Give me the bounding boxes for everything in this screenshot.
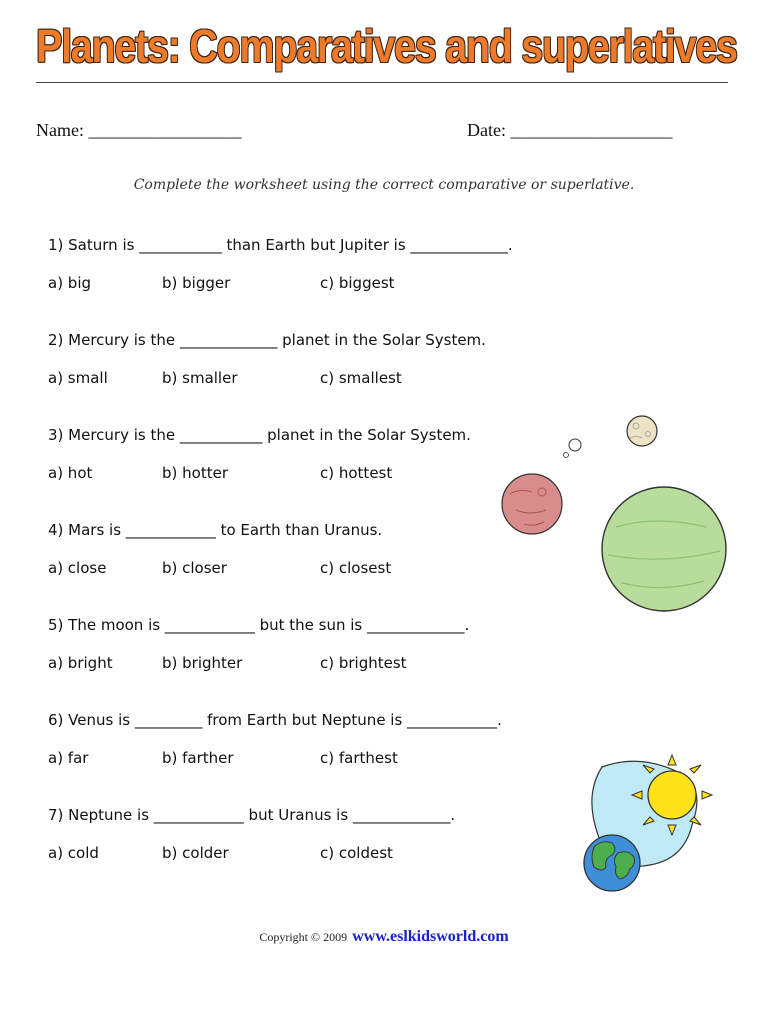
title-divider [36,82,728,83]
choice-6b[interactable]: b) farther [162,749,234,767]
choices-4 [48,559,468,579]
website-link[interactable]: www.eslkidsworld.com [352,928,509,945]
name-field[interactable]: Name: _________________ [36,120,242,140]
choice-3a[interactable]: a) hot [48,464,93,482]
copyright-text: Copyright © 2009 [259,930,348,944]
choice-7b[interactable]: b) colder [162,844,229,862]
choice-1c[interactable]: c) biggest [320,274,395,292]
choices-3 [48,464,468,484]
large-green-planet-icon [600,485,730,615]
choice-2b[interactable]: b) smaller [162,369,238,387]
choice-3c[interactable]: c) hottest [320,464,393,482]
question-1: 1) Saturn is ___________ than Earth but Jupiter is _____________. [48,236,513,254]
sun-earth-illustration [580,755,715,895]
question-4: 4) Mars is ____________ to Earth than Uranus. [48,521,383,539]
choice-7a[interactable]: a) cold [48,844,99,862]
choice-7c[interactable]: c) coldest [320,844,393,862]
choice-2a[interactable]: a) small [48,369,108,387]
question-6: 6) Venus is _________ from Earth but Neptune is ____________. [48,711,502,729]
choices-5 [48,654,468,674]
question-5: 5) The moon is ____________ but the sun is _____________. [48,616,470,634]
small-moon-icon [560,410,670,470]
choices-1 [48,274,468,294]
choice-1a[interactable]: a) big [48,274,92,292]
mars-planet-icon [498,470,568,540]
question-2: 2) Mercury is the _____________ planet in the Solar System. [48,331,486,349]
choice-4b[interactable]: b) closer [162,559,227,577]
choices-7 [48,844,468,864]
choices-6 [48,749,468,769]
page-title: Planets: Comparatives and superlatives [36,20,737,72]
choice-1b[interactable]: b) bigger [162,274,231,292]
choice-4a[interactable]: a) close [48,559,107,577]
choice-5a[interactable]: a) bright [48,654,113,672]
choice-5c[interactable]: c) brightest [320,654,407,672]
copyright-footer [0,926,768,946]
date-field[interactable]: Date: __________________ [467,120,673,140]
choices-2 [48,369,468,389]
choice-3b[interactable]: b) hotter [162,464,228,482]
choice-5b[interactable]: b) brighter [162,654,243,672]
instructions: Complete the worksheet using the correct comparative or superlative. [133,177,635,193]
choice-2c[interactable]: c) smallest [320,369,402,387]
earth-icon [584,835,640,891]
question-3: 3) Mercury is the ___________ planet in the Solar System. [48,426,471,444]
choice-6c[interactable]: c) farthest [320,749,398,767]
question-7: 7) Neptune is ____________ but Uranus is _____________. [48,806,456,824]
choice-6a[interactable]: a) far [48,749,89,767]
choice-4c[interactable]: c) closest [320,559,392,577]
